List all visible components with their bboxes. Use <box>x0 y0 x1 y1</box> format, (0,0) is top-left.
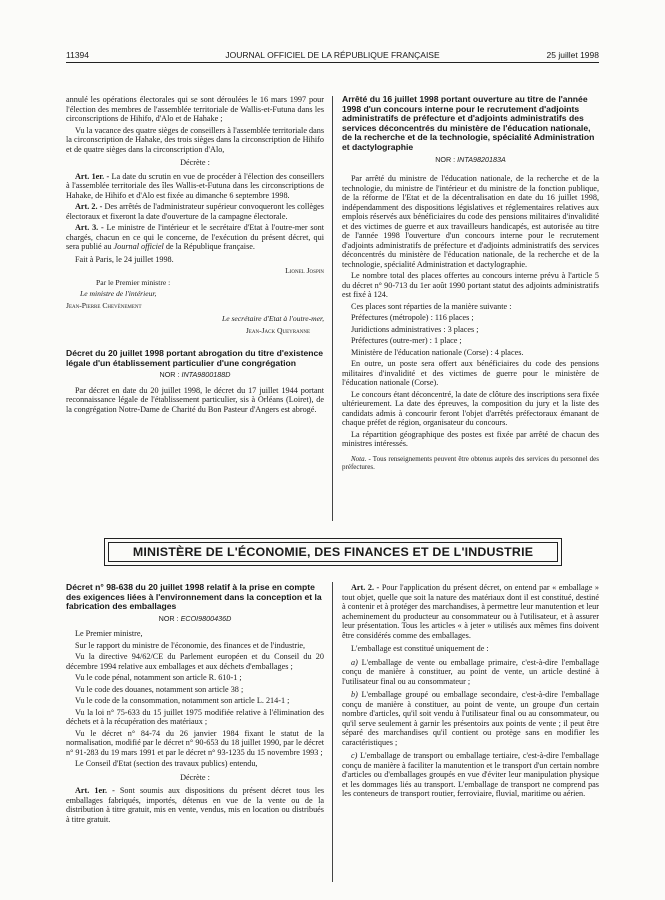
signature-date: Fait à Paris, le 24 juillet 1998. <box>75 254 174 264</box>
list-item: Préfectures (métropole) : 116 places ; <box>351 313 474 323</box>
paragraph: Ces places sont réparties de la manière suivante : <box>351 301 512 311</box>
article-1 <box>66 172 324 201</box>
paragraph: Par arrêté du ministre de l'éducation nationale, de la recherche et de la technologie, du ministre de l'intérieur et du ministre de la fonction publique, de la réforme de l'Etat et de la décentralisation en date du 16 juillet 1998, indépendamment des dispositions législatives et réglementaires relatives aux emplois réservés aux bénéficiaires du code des pensions militaires d'invalidité et des victimes de guerre et aux travailleurs handicapés, est autorisée au titre de l'année 1998 l'ouverture d'un concours interne pour le recrutement d'adjoints administratifs de préfecture et d'adjoints administratifs des services déconcentrés du ministère de l'éducation nationale, de la recherche et de la technologie, spécialité Administration et dactylographie. <box>342 174 599 269</box>
paragraph: Vu le code des douanes, notamment son article 38 ; <box>75 684 244 694</box>
column-left-bottom <box>66 583 324 826</box>
paragraph: Le concours étant déconcentré, la date de clôture des inscriptions sera fixée ultérieurement. La date des épreuves, la composition du jury et la liste des candidats admis à concourir feront l'objet d'arrêtés préfectoraux émanant de chaque préfet de région, organisateur du concours. <box>342 389 599 428</box>
signature-secretary: Jean-Jack Queyranne <box>245 325 310 335</box>
article-text: Sont soumis aux dispositions du présent décret tous les emballages fabriqués, importés, détenus en vue de la vente ou de la distribution à titre gratuit, mis en vente, vendus, mis en location ou distribués à titre gratuit. <box>66 786 325 824</box>
paragraph: annulé les opérations électorales qui se sont déroulées le 16 mars 1997 pour l'élection des membres de l'assemblée territoriale de Wallis-et-Futuna dans les circonscriptions de Hihifo, d'Alo et de Hahake ; <box>66 95 324 123</box>
nor-reference: NOR : INTA9820183A <box>435 154 506 164</box>
column-divider-bottom <box>332 582 333 882</box>
column-divider-top <box>332 96 333 521</box>
par-premier-ministre: Par le Premier ministre : <box>96 277 171 287</box>
paragraph: Vu la vacance des quatre sièges de conseillers à l'assemblée territoriale dans la circonscription de Hahake, des trois sièges dans la circonscription de Hihifo et de quatre sièges dans la circonscription d'Alo, <box>66 125 325 154</box>
paragraph: Vu le code pénal, notamment son article R. 610-1 ; <box>75 673 242 683</box>
paragraph: Sur le rapport du ministre de l'économie, des finances et de l'industrie, <box>75 640 306 650</box>
article-2 <box>342 583 599 640</box>
paragraph: Vu la loi n° 75-633 du 15 juillet 1975 modifiée relative à l'élimination des déchets et à la récupération des matériaux ; <box>66 707 324 727</box>
decree-title: Décret n° 98-638 du 20 juillet 1998 relatif à la prise en compte des exigences liées à l'environnement dans la conception et la fabrication des emballages <box>66 582 322 612</box>
minister-role: Le ministre de l'intérieur, <box>80 289 157 298</box>
item-c: c) L'emballage de transport ou emballage tertiaire, c'est-à-dire l'emballage conçu de manière à faciliter la manutention et le transport d'un certain nombre d'articles ou d'emballages groupés en vue d'éviter leur manipulation physique et les dommages liés au transport. L'emballage de transport ne comprend pas les conteneurs de transport routier, ferroviaire, fluvial, maritime ou aérien. <box>342 751 599 798</box>
column-left-top <box>66 95 324 416</box>
paragraph: Vu la directive 94/62/CE du Parlement européen et du Conseil du 20 décembre 1994 relative aux emballages et aux déchets d'emballages ; <box>66 652 324 671</box>
nota: Nota. - Tous renseignements peuvent être obtenus auprès des services du personnel des préfectures. <box>342 454 600 472</box>
nor-reference: NOR : ECOI9800436D <box>158 613 232 623</box>
signature-prime-minister: Lionel Jospin <box>285 266 324 275</box>
column-right-top <box>342 95 599 474</box>
article-2 <box>66 202 324 221</box>
paragraph: Par décret en date du 20 juillet 1998, le décret du 17 juillet 1944 portant reconnaissance légale de l'établissement particulier, sis à Orléans (Loiret), de la congrégation Notre-Dame de Charité du Bon Pasteur d'Angers est abrogé. <box>66 385 324 414</box>
list-item: Ministère de l'éducation nationale (Corse) : 4 places. <box>351 347 524 357</box>
paragraph: L'emballage est constitué uniquement de : <box>351 644 489 653</box>
item-b: b) L'emballage groupé ou emballage secondaire, c'est-à-dire l'emballage conçu de manière à constituer, au point de vente, un groupe d'un certain nombre d'articles, qu'il soit vendu à l'utilisateur final ou au consommateur, ou qu'il serve seulement à garnir les présentoirs aux points de vente ; il peut être séparé des marchandises qu'il contient ou protège sans en modifier les caractéristiques ; <box>342 690 599 747</box>
article-label: Art. 2. - <box>75 202 103 211</box>
list-item: Préfectures (outre-mer) : 1 place ; <box>351 336 462 346</box>
article-label: Art. 1er. - <box>75 171 110 181</box>
article-text: Des arrêtés de l'administrateur supérieur convoqueront les collèges électoraux et fixeront la date d'ouverture de la campagne électorale. <box>66 202 324 221</box>
article-label: Art. 1er. - <box>75 786 115 796</box>
decree-title: Décret du 20 juillet 1998 portant abrogation du titre d'existence légale d'un établissement particulier d'une congrégation <box>66 348 324 368</box>
arrete-title: Arrêté du 16 juillet 1998 portant ouverture au titre de l'année 1998 d'un concours interne pour le recrutement d'adjoints administratifs de préfecture et d'adjoints administratifs des services déconcentrés du ministère de l'éducation nationale, de la recherche et de la technologie, spécialité Administration et dactylographie <box>342 94 595 152</box>
journal-title: JOURNAL OFFICIEL DE LA RÉPUBLIQUE FRANÇAISE <box>225 50 440 60</box>
article-3: Art. 3. - Le ministre de l'intérieur et le secrétaire d'Etat à l'outre-mer sont chargés, chacun en ce qui le concerne, de l'exécution du présent décret, qui sera publié au Journal officiel de la République française. <box>66 223 325 251</box>
ministry-banner <box>104 538 562 566</box>
ministry-title: MINISTÈRE DE L'ÉCONOMIE, DES FINANCES ET DE L'INDUSTRIE <box>132 545 534 559</box>
article-label: Art. 3. - <box>75 223 104 232</box>
paragraph: La répartition géographique des postes est fixée par arrêté de chacun des ministres intéressés. <box>342 429 599 449</box>
paragraph: Vu le code de la consommation, notamment son article L. 214-1 ; <box>75 696 290 706</box>
article-label: Art. 2. - <box>351 583 380 592</box>
decrete-label: Décrète : <box>180 158 210 167</box>
decrete-label: Décrète : <box>180 772 210 782</box>
page-header <box>66 48 599 63</box>
article-text: La date du scrutin en vue de procéder à l'élection des conseillers à l'assemblée territoriale des îles Wallis-et-Futuna dans les circonscriptions de Hahake, de Hihifo et d'Alo est fixée au dimanche 6 septembre 1998. <box>66 171 325 200</box>
article-text: Pour l'application du présent décret, on entend par « emballage » tout objet, quelle que soit la nature des matériaux dont il est constitué, destiné à contenir et à protéger des marchandises, à permettre leur manutention et leur acheminement du producteur au consommateur ou à l'utilisateur, et à assurer leur présentation. Tous les articles « à jeter » utilisés aux mêmes fins doivent être considérés comme des emballages. <box>342 583 600 640</box>
paragraph: Le Premier ministre, <box>75 629 143 639</box>
paragraph: En outre, un poste sera offert aux bénéficiaires du code des pensions militaires d'invalidité et des victimes de guerre pour le ministère de l'éducation nationale (Corse). <box>342 359 599 388</box>
item-a: a) L'emballage de vente ou emballage primaire, c'est-à-dire l'emballage conçu de manière à constituer, au point de vente, un article destiné à l'utilisateur final ou au consommateur ; <box>342 657 599 686</box>
page-number: 11394 <box>66 50 90 60</box>
nor-reference: NOR : INTA9800188D <box>159 370 231 380</box>
issue-date: 25 juillet 1998 <box>546 50 599 60</box>
article-1 <box>66 786 324 824</box>
paragraph: Le Conseil d'Etat (section des travaux publics) entendu, <box>75 759 258 769</box>
signature-minister: Jean-Pierre Chevènement <box>66 300 142 310</box>
column-right-bottom <box>342 583 599 801</box>
secretary-role: Le secrétaire d'Etat à l'outre-mer, <box>221 314 324 323</box>
list-item: Juridictions administratives : 3 places ; <box>351 324 479 334</box>
paragraph: Vu le décret n° 84-74 du 26 janvier 1984 fixant le statut de la normalisation, modifié par le décret n° 90-653 du 18 juillet 1990, par le décret n° 91-283 du 19 mars 1991 et par le décret n° 93-1235 du 15 novembre 1993 ; <box>66 728 324 757</box>
paragraph: Le nombre total des places offertes au concours interne prévu à l'article 5 du décret n° 90-713 du 1er août 1990 portant statut des adjoints administratifs est fixé à 124. <box>342 271 599 300</box>
